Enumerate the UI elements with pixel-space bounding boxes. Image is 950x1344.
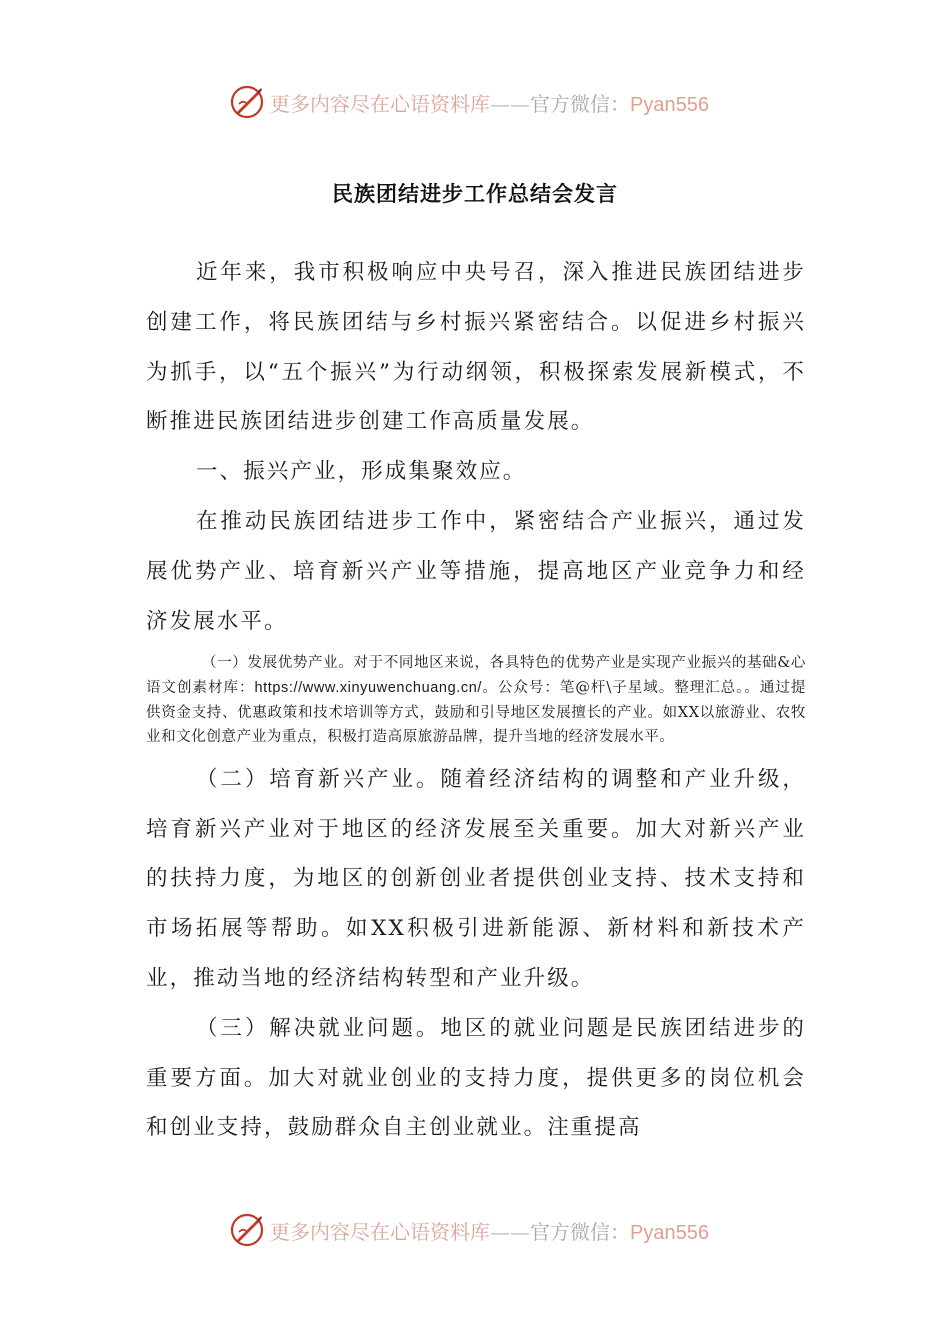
document-body [146,248,806,1153]
body-paragraph: （三）解决就业问题。地区的就业问题是民族团结进步的重要方面。加大对就业创业的支持力度，提供更多的岗位机会和创业支持，鼓励群众自主创业就业。注重提高 [146,1015,806,1141]
footer-banner-wechat-label: 官方微信： [530,1219,630,1244]
body-paragraph: 在推动民族团结进步工作中，紧密结合产业振兴，通过发展优势产业、培育新兴产业等措施，提高地区产业竞争力和经济发展水平。 [146,508,806,634]
footer-banner-dash: —— [490,1219,530,1244]
source-url-link[interactable]: https://www.xinyuwenchuang.cn/ [254,679,483,696]
footer-banner [0,1210,950,1250]
footer-banner-wechat-id: Pyan556 [630,1221,709,1244]
small-paragraph [146,651,806,749]
header-banner-wechat-id: Pyan556 [630,93,709,116]
pen-logo-icon [228,1211,266,1249]
header-banner [0,82,950,122]
body-paragraph: （二）培育新兴产业。随着经济结构的调整和产业升级，培育新兴产业对于地区的经济发展至关重要。加大对新兴产业的扶持力度，为地区的创新创业者提供创业支持、技术支持和市场拓展等帮助。如XX积极引进新能源、新材料和新技术产业，推动当地的经济结构转型和产业升级。 [146,766,806,991]
footer-banner-text [270,1216,709,1245]
header-banner-text [270,88,709,117]
small-paragraph-part1: （一）发展优势产业。对于不同地区来说，各具特色的优势产业是实现产业振兴的基础&心语文创素材库： [146,655,806,696]
footer-banner-inner [228,1210,709,1250]
section-heading: 一、振兴产业，形成集聚效应。 [196,459,527,485]
small-paragraph-part2: 。公众号：笔@杆\子星域。整理汇总。。通过提供资金支持、优惠政策和技术培训等方式，鼓励和引导地区发展擅长的产业。如XX以旅游业、农牧业和文化创意产业为重点，积极打造高原旅游品牌，提升当地的经济发展水平。 [146,679,806,746]
header-banner-inner [228,82,709,122]
body-paragraph: 近年来，我市积极响应中央号召，深入推进民族团结进步创建工作，将民族团结与乡村振兴紧密结合。以促进乡村振兴为抓手，以“五个振兴”为行动纲领，积极探索发展新模式，不断推进民族团结进步创建工作高质量发展。 [146,260,806,435]
pen-logo-icon [228,83,266,121]
header-banner-site: 更多内容尽在心语资料库 [270,91,490,116]
footer-banner-site: 更多内容尽在心语资料库 [270,1219,490,1244]
document-title: 民族团结进步工作总结会发言 [332,182,618,206]
header-banner-wechat-label: 官方微信： [530,91,630,116]
header-banner-dash: —— [490,91,530,116]
